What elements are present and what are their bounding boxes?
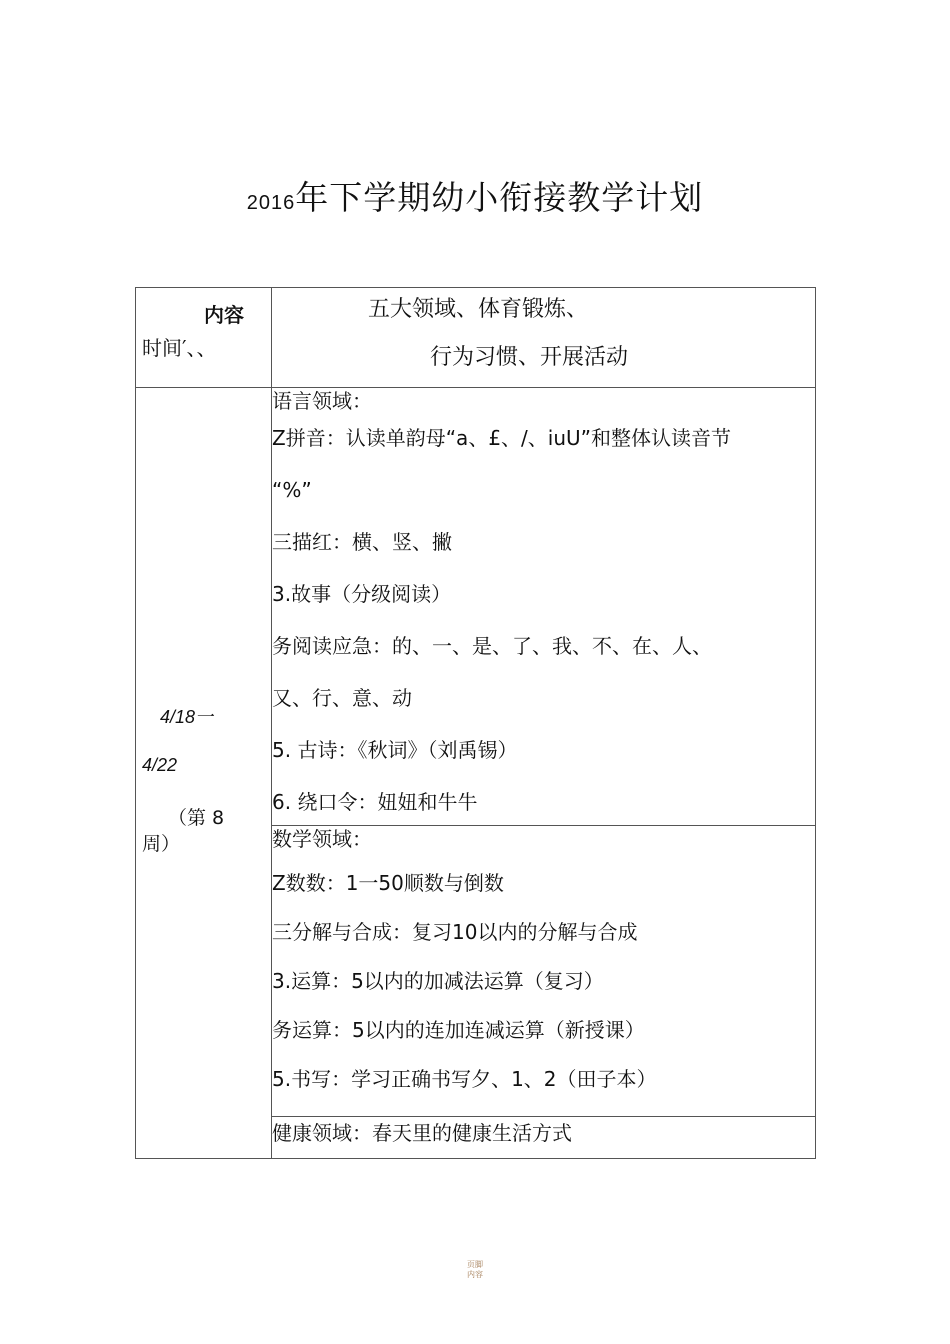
math-section [272,826,816,1117]
language-heading: 语言领域： [272,389,372,413]
language-item: “%” [272,478,312,502]
footer-line-2: 内容 [467,1270,483,1279]
language-item: 5. 古诗：《秋词》（刘禹锡） [272,738,518,762]
health-section: 健康领域：春天里的健康生活方式 [272,1117,816,1159]
week-range-start: 4/18一 [160,707,214,727]
week-time-cell [136,388,272,1159]
title-year: 2016 [246,192,296,214]
math-item: Z数数：1一50顺数与倒数 [272,871,504,895]
language-item: Z拼音：认读单韵母“a、£、/、iuU”和整体认读音节 [272,426,732,450]
language-item: 务阅读应急：的、一、是、了、我、不、在、人、 [272,634,712,658]
math-item: 三分解与合成：复习10以内的分解与合成 [272,920,638,944]
content-label: 内容 [204,303,244,327]
page-footer [0,1260,950,1280]
week-label: （第 8 [168,807,225,829]
math-item: 5.书写：学习正确书写夕、1、2（田子本） [272,1067,657,1091]
math-item: 3.运算：5以内的加减法运算（复习） [272,969,604,993]
table-row-language [136,388,816,826]
areas-line-1: 五大领域、体育锻炼、 [368,297,589,322]
math-heading: 数学领域： [272,827,372,851]
week-range-end: 4/22 [142,755,178,775]
plan-table [135,287,816,1159]
footer-line-1: 页脚 [467,1260,483,1269]
language-item: 3.故事（分级阅读） [272,582,452,606]
language-section [272,388,816,826]
time-label: 时间′、、 [142,336,217,360]
title-text: 年下学期幼小衔接教学计划 [295,178,704,217]
language-item: 三描红：横、竖、撇 [272,530,452,554]
header-diagonal-cell [136,288,272,388]
week-suffix: 周） [142,833,181,855]
language-item: 6. 绕口令：妞妞和牛牛 [272,790,478,814]
math-item: 务运算：5以内的连加连减运算（新授课） [272,1018,645,1042]
table-header-row [136,288,816,388]
language-item: 又、行、意、动 [272,686,412,710]
page-title [0,172,950,219]
header-areas-cell [272,288,816,388]
areas-line-2: 行为习惯、开展活动 [430,345,629,370]
